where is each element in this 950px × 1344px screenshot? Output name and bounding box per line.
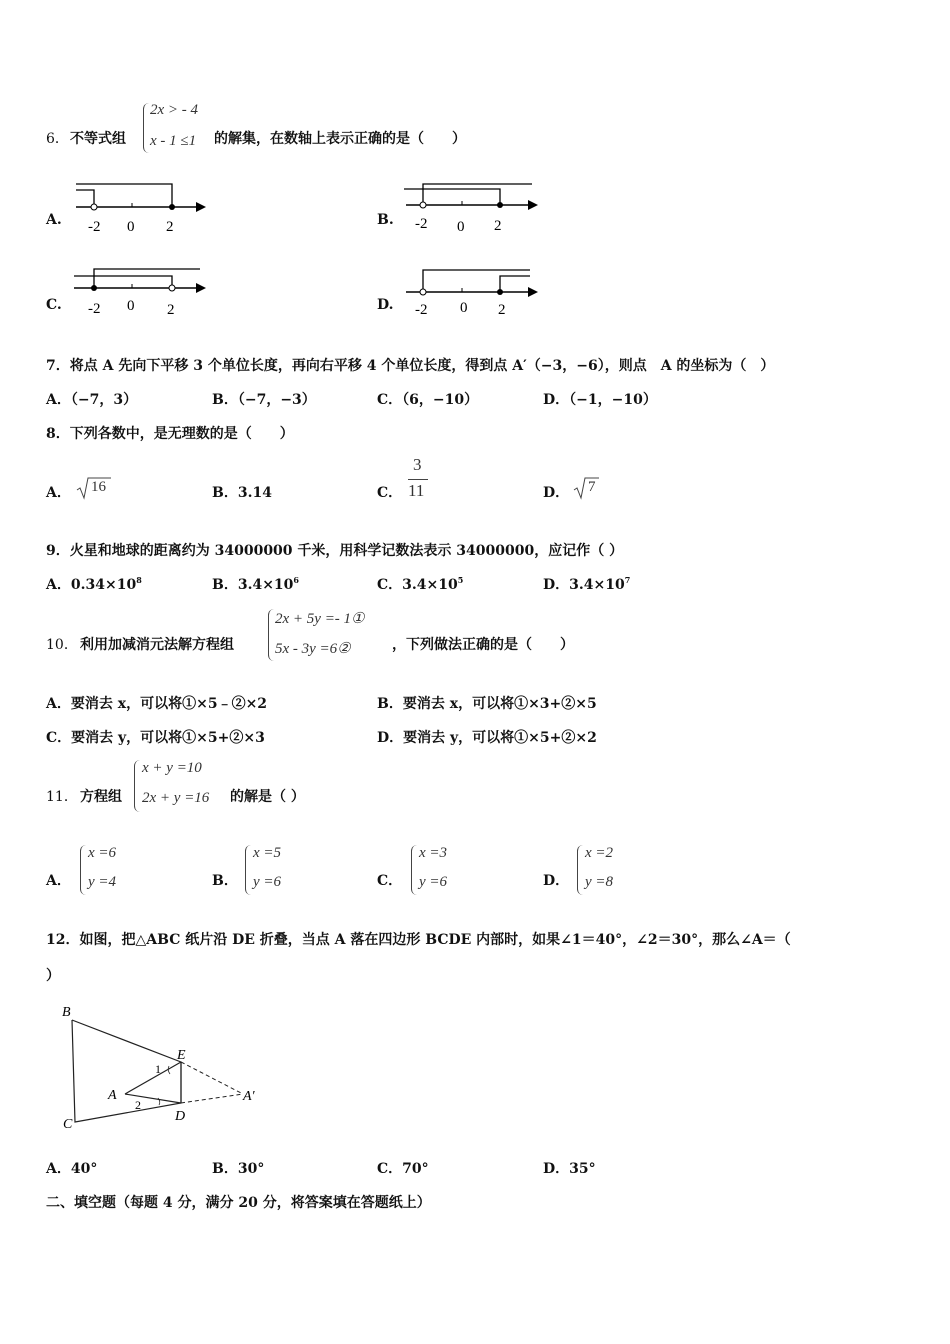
vertex-label-a: A [108,1088,117,1103]
question-6-number: 6． [46,131,69,147]
number-line-d [400,262,545,324]
option-text: 70° [402,1161,429,1177]
option-c-label: C. [46,297,62,313]
option-label: A． [46,577,71,593]
system-brace [268,609,274,661]
tick-label: -2 [88,219,101,235]
option-a [46,574,142,594]
option-exponent: 8 [136,575,142,585]
option-d [377,727,597,747]
tick-label: 2 [494,218,502,234]
option-c-label: C． [377,485,403,501]
option-d [543,1158,596,1178]
option-a-label: A. [46,212,62,228]
option-base: 0.34×10 [70,577,137,593]
option-text: 40° [70,1161,98,1177]
question-7-text: 7．将点 A 先向下平移 3 个单位长度，再向右平移 4 个单位长度，得到点 A′（−3，−6），则点 A 的坐标为（ ） [46,358,775,374]
option-label: B． [212,485,238,501]
tick-label: 2 [498,302,506,318]
answer-line-2: y =6 [253,874,282,890]
option-d-label: D. [377,297,394,313]
vertex-label-e: E [177,1048,186,1063]
option-label: D． [377,730,404,746]
option-c [46,727,265,747]
question-10-number: 10． [46,637,78,653]
sqrt-symbol [573,476,601,502]
system-brace [143,103,149,153]
system-line-1: 2x > - 4 [150,102,199,118]
option-label: C． [377,392,403,408]
option-label: D． [543,392,570,408]
option-a [46,693,267,713]
option-d-label: D． [543,485,570,501]
answer-line-2: y =6 [419,874,448,890]
radicand: 7 [588,479,596,495]
system-line-2: x - 1 ≤1 [150,133,197,149]
option-text: （−1，−10） [569,392,657,408]
option-label: B． [377,696,403,712]
answer-line-1: x =5 [253,845,282,861]
option-text: 要消去 x，可以将①×5﹣②×2 [70,696,268,712]
option-text: 要消去 x，可以将①×3+②×5 [402,696,597,712]
option-c-label: C． [377,873,403,889]
angle-label-2: 2 [135,1098,141,1112]
question-6-suffix: 的解集，在数轴上表示正确的是（ ） [214,131,466,147]
vertex-label-b: B [62,1005,71,1020]
option-label: D． [543,1161,570,1177]
fraction-denominator: 11 [408,481,425,500]
question-11-prefix: 方程组 [80,789,122,805]
question-12-line-1: 12．如图，把△ABC 纸片沿 DE 折叠，当点 A 落在四边形 BCDE 内部时，如果∠1＝40°，∠2＝30°，那么∠A＝（ [46,932,791,948]
option-exponent: 5 [457,575,464,585]
option-label: A． [46,392,71,408]
tick-label: 0 [457,219,465,235]
option-a-label: A． [46,485,71,501]
option-base: 3.4×10 [402,577,458,593]
tick-label: 0 [127,219,135,235]
question-9-text: 9．火星和地球的距离约为 34000000 千米，用科学记数法表示 34000000，应记作（ ） [46,543,624,559]
number-line-a [70,176,210,238]
folded-triangle-figure [55,998,270,1133]
option-label: A． [46,696,71,712]
fraction-numerator: 3 [413,455,422,474]
system-line-2: 2x + y =16 [142,790,210,806]
option-c [377,1158,429,1178]
radicand: 16 [91,479,106,495]
option-text: 要消去 y，可以将①×5+②×3 [71,730,265,746]
option-b-label: B． [212,873,238,889]
option-c [377,389,478,409]
tick-label: 0 [127,298,135,314]
answer-brace [577,845,583,895]
option-a [46,1158,97,1178]
option-label: B． [212,577,238,593]
question-12-line-2: ） [46,968,60,984]
option-base: 3.4×10 [569,577,625,593]
answer-brace [80,845,86,895]
question-10-suffix: ，下列做法正确的是（ ） [392,637,574,653]
question-11-suffix: 的解是（ ） [230,789,305,805]
option-exponent: 7 [624,575,631,585]
vertex-label-d: D [175,1109,186,1124]
option-label: C． [377,1161,403,1177]
option-label: C． [377,577,403,593]
option-label: B． [212,392,238,408]
tick-label: 2 [166,219,174,235]
option-label: B． [212,1161,238,1177]
option-b [377,693,597,713]
option-d [543,574,630,594]
option-d-label: D． [543,873,570,889]
option-b [212,574,299,594]
question-6-prefix: 不等式组 [70,131,126,147]
tick-label: -2 [415,302,428,318]
option-b [212,389,316,409]
option-c [377,574,463,594]
system-line-1: 2x + 5y =- 1① [275,611,365,627]
question-10-prefix: 利用加减消元法解方程组 [80,637,234,653]
system-line-1: x + y =10 [142,760,202,776]
option-a-label: A． [46,873,71,889]
angle-label-1: 1 [155,1062,161,1076]
question-11-number: 11． [46,789,78,805]
answer-brace [245,845,251,895]
option-exponent: 6 [293,575,299,585]
section-2-title: 二、填空题（每题 4 分，满分 20 分，将答案填在答题纸上） [46,1195,431,1211]
number-line-b [400,176,545,238]
option-d [543,389,657,409]
tick-label: -2 [88,301,101,317]
option-b [212,482,272,502]
answer-line-1: x =6 [88,845,117,861]
tick-label: 2 [167,302,175,318]
question-8-text: 8．下列各数中，是无理数的是（ ） [46,426,294,442]
system-line-2: 5x - 3y =6② [275,641,351,657]
answer-line-1: x =3 [419,845,448,861]
option-text: （6，−10） [402,392,479,408]
option-text: 3.14 [237,485,272,501]
option-a [46,389,137,409]
answer-line-2: y =8 [585,874,614,890]
option-text: 30° [237,1161,265,1177]
fraction-bar [408,479,428,480]
tick-label: 0 [460,300,468,316]
option-b-label: B. [377,212,394,228]
option-label: D． [543,577,570,593]
tick-label: -2 [415,216,428,232]
number-line-c [70,262,210,324]
option-text: 要消去 y，可以将①×5+②×2 [403,730,597,746]
option-text: （−7，3） [70,392,138,408]
option-text: 35° [569,1161,596,1177]
vertex-label-c: C [63,1117,73,1132]
option-text: （−7，−3） [237,392,316,408]
vertex-label-a-prime: A′ [243,1089,255,1104]
answer-line-2: y =4 [88,874,117,890]
option-base: 3.4×10 [237,577,294,593]
answer-line-1: x =2 [585,845,614,861]
system-brace [134,760,140,812]
answer-brace [411,845,417,895]
option-label: A． [46,1161,71,1177]
option-label: C． [46,730,72,746]
option-b [212,1158,264,1178]
